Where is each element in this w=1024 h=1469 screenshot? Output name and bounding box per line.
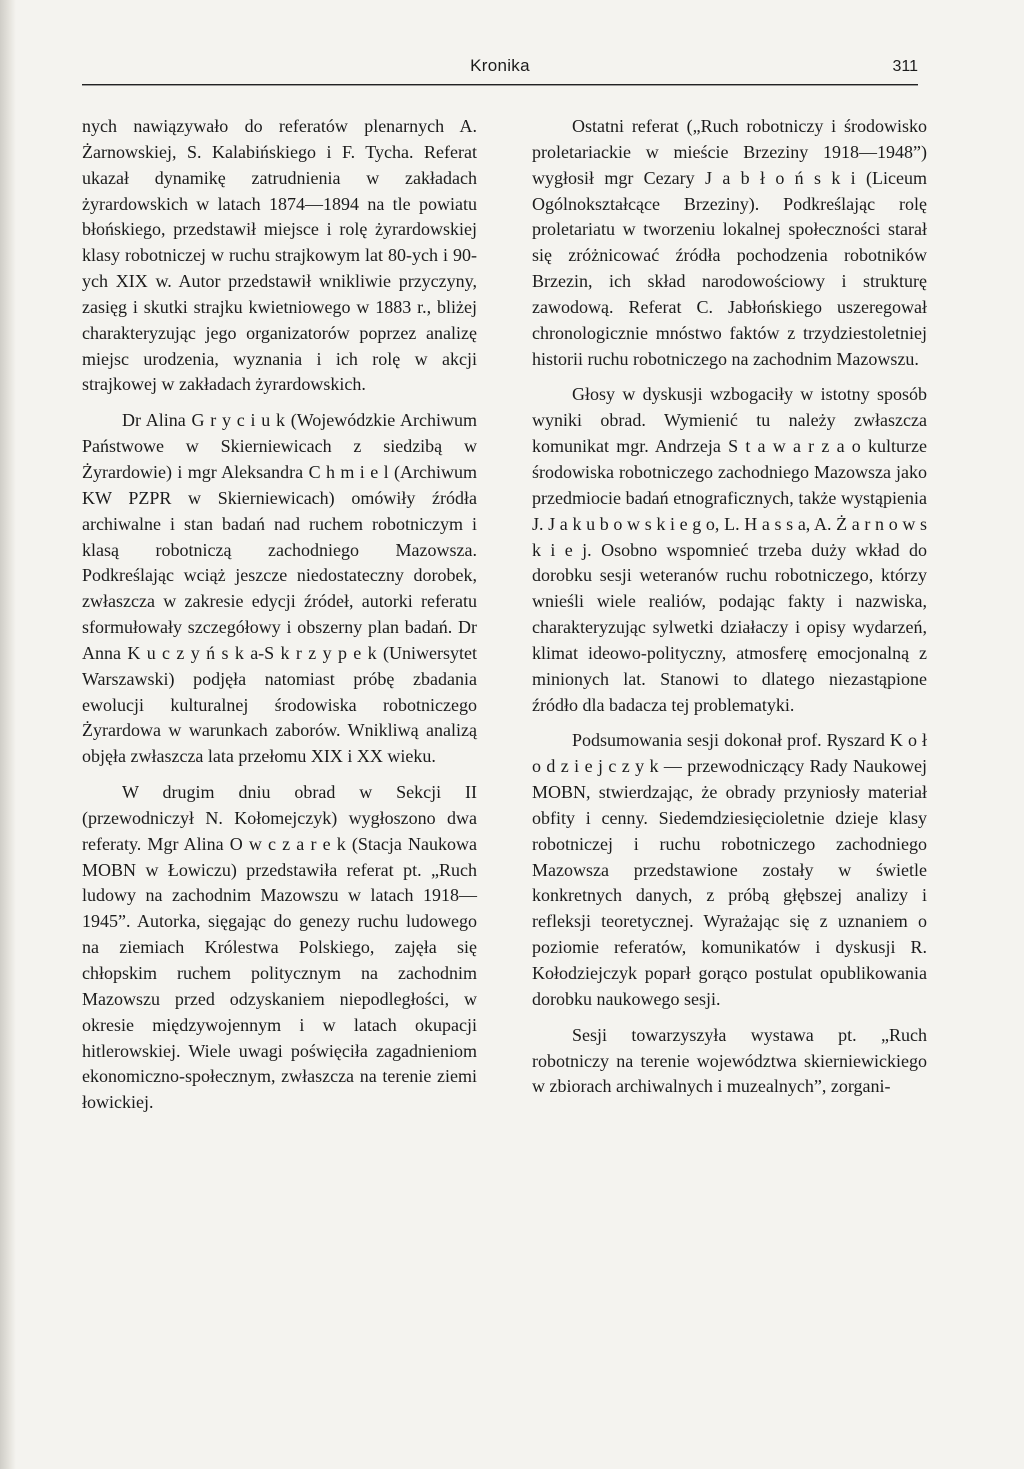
paragraph: W drugim dniu obrad w Sekcji II (przewodniczył N. Kołomejczyk) wygłoszono dwa referaty. Mgr Alina O w c z a r e k (Stacja Naukowa MOBN w Łowiczu) przedstawiła referat pt. „Ruch ludowy na zachodnim Mazowszu w latach 1918—1945”. Autorka, sięgając do genezy ruchu ludowego na ziemiach Królestwa Polskiego, zajęła się chłopskim ruchem politycznym na zachodnim Mazowszu przed odzyskaniem niepodległości, w okresie międzywojennym i w latach okupacji hitlerowskiej. Wiele uwagi poświęciła zagadnieniom ekonomiczno-społecznym, zwłaszcza na terenie ziemi łowickiej. xyxy=(82,782,477,1113)
paragraph: Ostatni referat („Ruch robotniczy i środowisko proletariackie w mieście Brzeziny 1918—1948”) wygłosił mgr Cezary J a b ł o ń s k i (Liceum Ogólnokształcące Brzeziny). Podkreślając rolę proletariatu w tworzeniu lokalnej społeczności starał się zróżnicować źródła pochodzenia robotników Brzezin, ich skład narodowościowy i strukturę zawodową. Referat C. Jabłońskiego uszeregował chronologicznie mnóstwo faktów z trzydziestoletniej historii ruchu robotniczego na zachodnim Mazowszu. xyxy=(532,116,927,369)
book-spine-shadow xyxy=(0,0,16,1469)
running-title: Kronika xyxy=(470,56,530,75)
paragraph: nych nawiązywało do referatów plenarnych A. Żarnowskiej, S. Kalabińskiego i F. Tycha. Referat ukazał dynamikę zatrudnienia w zakładach żyrardowskich w latach 1874—1894 na tle powiatu błońskiego, przedstawił miejsce i rolę żyrardowskiej klasy robotniczej w ruchu strajkowym lat 80-ych i 90-ych XIX w. Autor przedstawił wnikliwie przyczyny, zasięg i skutki strajku kwietniowego w 1883 r., bliżej charakteryzując jego organizatorów poprzez analizę miejsc urodzenia, wyznania i ich rolę w akcji strajkowej w zakładach żyrardowskich. xyxy=(82,116,477,395)
right-column xyxy=(532,114,927,1100)
paragraph: Dr Alina G r y c i u k (Wojewódzkie Archiwum Państwowe w Skierniewicach z siedzibą w Żyrardowie) i mgr Aleksandra C h m i e l (Archiwum KW PZPR w Skierniewicach) omówiły źródła archiwalne i stan badań nad ruchem robotniczym i klasą robotniczą zachodniego Mazowsza. Podkreślając wciąż jeszcze niedostateczny dorobek, zwłaszcza w zakresie edycji źródeł, autorki referatu sformułowały szczegółowy i obszerny plan badań. Dr Anna K u c z y ń s k a-S k r z y p e k (Uniwersytet Warszawski) podjęła natomiast próbę zbadania ewolucji kulturalnej środowiska robotniczego Żyrardowa w warunkach zaborów. Wnikliwą analizą objęła zwłaszcza lata przełomu XIX i XX wieku. xyxy=(82,410,477,767)
page-number: 311 xyxy=(892,58,918,75)
paragraph: Sesji towarzyszyła wystawa pt. „Ruch robotniczy na terenie województwa skierniewickiego w zbiorach archiwalnych i muzealnych”, zorgani- xyxy=(532,1024,927,1097)
paragraph: Głosy w dyskusji wzbogaciły w istotny sposób wyniki obrad. Wymienić tu należy zwłaszcza komunikat mgr. Andrzeja S t a w a r z a o kulturze środowiska robotniczego zachodniego Mazowsza jako przedmiocie badań etnograficznych, także wystąpienia J. J a k u b o w s k i e g o, L. H a s s a, A. Ż a r n o w s k i e j. Osobno wspomnieć trzeba duży wkład do dorobku sesji weteranów ruchu robotniczego, którzy wnieśli wiele realiów, podając fakty i nazwiska, charakteryzując sylwetki działaczy i opisy wydarzeń, klimat ideowo-polityczny, atmosferę emocjonalną z minionych lat. Stanowi to dlatego niezastąpione źródło dla badacza tej problematyki. xyxy=(532,384,927,715)
paragraph: Podsumowania sesji dokonał prof. Ryszard K o ł o d z i e j c z y k — przewodniczący Rady Naukowej MOBN, stwierdzając, że obrady przyniosły materiał obfity i cenny. Siedemdziesięcioletnie dzieje klasy robotniczej i ruchu robotniczego zachodniego Mazowsza przedstawione zostały w świetle konkretnych danych, z próbą głębszej analizy i refleksji teoretycznej. Wyrażając się z uznaniem o poziomie referatów, komunikatów i dyskusji R. Kołodziejczyk poparł gorąco postulat opublikowania dorobku naukowego sesji. xyxy=(532,730,927,1009)
header-rule xyxy=(82,84,918,86)
left-column xyxy=(82,114,477,1116)
